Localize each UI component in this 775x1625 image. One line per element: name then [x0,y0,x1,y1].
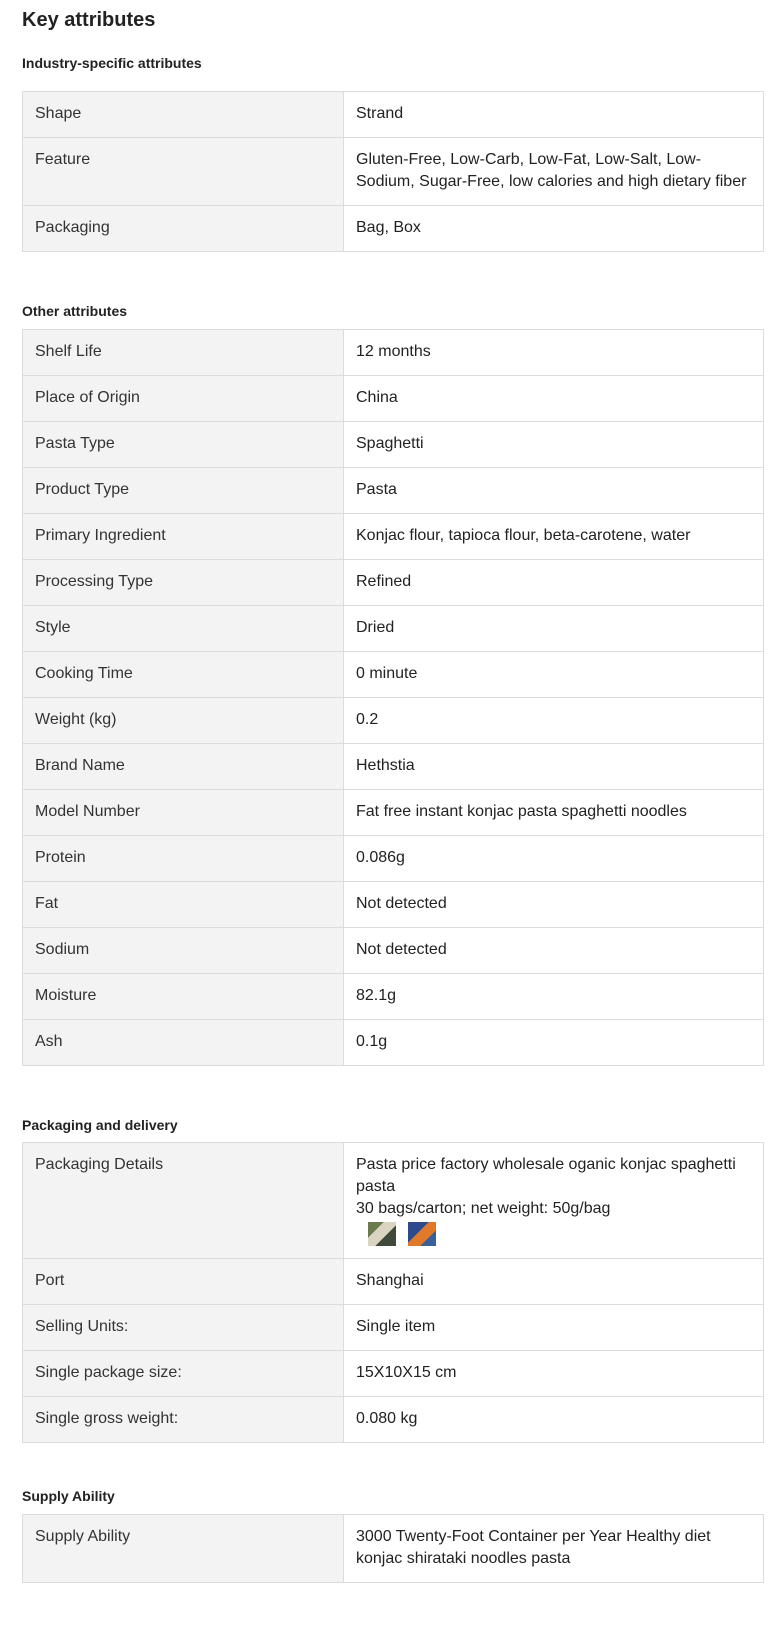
table-row [23,468,764,514]
attr-value: Shanghai [344,1259,764,1305]
attr-key: Processing Type [23,560,344,606]
attr-key: Single package size: [23,1351,344,1397]
attr-key: Style [23,606,344,652]
supply-table [22,1514,764,1583]
table-row [23,882,764,928]
table-row [23,422,764,468]
attr-key: Cooking Time [23,652,344,698]
attr-value: 15X10X15 cm [344,1351,764,1397]
table-row [23,1020,764,1066]
attr-key: Port [23,1259,344,1305]
attr-value: 12 months [344,330,764,376]
table-row [23,790,764,836]
table-row [23,836,764,882]
table-row [23,1305,764,1351]
table-row [23,514,764,560]
attr-value: Hethstia [344,744,764,790]
attr-key: Shelf Life [23,330,344,376]
product-thumbnail[interactable] [368,1222,396,1246]
attr-key: Shape [23,92,344,138]
table-row [23,138,764,206]
attr-value: 0.080 kg [344,1397,764,1443]
table-row [23,1515,764,1583]
section-title-industry: Industry-specific attributes [22,55,202,71]
attr-value: Refined [344,560,764,606]
attr-value: 0 minute [344,652,764,698]
attr-value: Spaghetti [344,422,764,468]
table-row [23,744,764,790]
packaging-thumbnails [368,1222,751,1246]
attr-value: 3000 Twenty-Foot Container per Year Healthy diet konjac shirataki noodles pasta [344,1515,764,1583]
table-row [23,1351,764,1397]
table-row [23,206,764,252]
attr-value: Gluten-Free, Low-Carb, Low-Fat, Low-Salt, Low-Sodium, Sugar-Free, low calories and high dietary fiber [344,138,764,206]
attr-value: Fat free instant konjac pasta spaghetti noodles [344,790,764,836]
table-row [23,1259,764,1305]
table-row [23,560,764,606]
attr-key: Moisture [23,974,344,1020]
table-row [23,92,764,138]
table-row [23,928,764,974]
attr-key: Fat [23,882,344,928]
packaging-details-line1: Pasta price factory wholesale oganic konjac spaghetti pasta [356,1156,736,1195]
attr-key: Protein [23,836,344,882]
attr-value: 0.086g [344,836,764,882]
attr-value: Pasta [344,468,764,514]
table-row [23,606,764,652]
attr-key: Packaging [23,206,344,252]
packaging-details-line2: 30 bags/carton; net weight: 50g/bag [356,1200,611,1217]
attr-value: Single item [344,1305,764,1351]
page-title: Key attributes [22,9,156,31]
attr-key: Pasta Type [23,422,344,468]
section-title-packaging: Packaging and delivery [22,1117,178,1133]
attr-value [344,1143,764,1259]
attr-key: Selling Units: [23,1305,344,1351]
attr-key: Ash [23,1020,344,1066]
table-row [23,974,764,1020]
attr-value: Not detected [344,928,764,974]
other-attributes-table [22,329,764,1066]
attr-value: Not detected [344,882,764,928]
attr-key: Feature [23,138,344,206]
attr-key: Packaging Details [23,1143,344,1259]
attr-value: China [344,376,764,422]
attr-value: Dried [344,606,764,652]
attr-value: 82.1g [344,974,764,1020]
table-row [23,698,764,744]
attr-key: Supply Ability [23,1515,344,1583]
table-row [23,1143,764,1259]
attr-key: Weight (kg) [23,698,344,744]
industry-attributes-table [22,91,764,252]
section-title-supply: Supply Ability [22,1488,115,1504]
product-thumbnail[interactable] [408,1222,436,1246]
attr-value: Strand [344,92,764,138]
table-row [23,330,764,376]
attr-key: Sodium [23,928,344,974]
table-row [23,1397,764,1443]
attr-value: Konjac flour, tapioca flour, beta-carotene, water [344,514,764,560]
attr-key: Single gross weight: [23,1397,344,1443]
attr-key: Place of Origin [23,376,344,422]
attr-key: Primary Ingredient [23,514,344,560]
packaging-table [22,1142,764,1443]
section-title-other: Other attributes [22,303,128,319]
attr-key: Model Number [23,790,344,836]
table-row [23,652,764,698]
table-row [23,376,764,422]
attr-value: Bag, Box [344,206,764,252]
attr-value: 0.2 [344,698,764,744]
attr-value: 0.1g [344,1020,764,1066]
attr-key: Product Type [23,468,344,514]
attr-key: Brand Name [23,744,344,790]
